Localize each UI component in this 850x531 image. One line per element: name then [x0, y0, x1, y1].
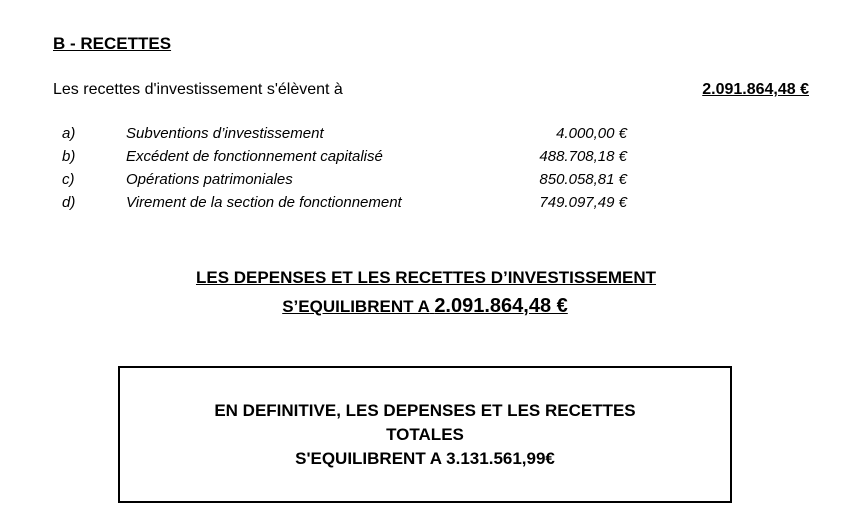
- balance-line-2-prefix: S’EQUILIBRENT A: [282, 297, 430, 316]
- grand-total-line-3: S'EQUILIBRENT A 3.131.561,99€: [295, 449, 555, 468]
- item-letter: c): [62, 171, 75, 188]
- grand-total-text: [120, 368, 730, 471]
- item-letter: a): [62, 125, 76, 142]
- balance-line-1: LES DEPENSES ET LES RECETTES D’INVESTISSEMENT: [195, 268, 657, 287]
- item-label: Virement de la section de fonctionnement: [126, 194, 402, 211]
- list-item: [62, 125, 627, 148]
- item-amount: 4.000,00 €: [556, 125, 627, 142]
- grand-total-box: [118, 366, 732, 503]
- item-letter: b): [62, 148, 76, 165]
- revenue-items-list: [62, 125, 627, 217]
- item-amount: 749.097,49 €: [539, 194, 627, 211]
- balance-amount: 2.091.864,48 €: [434, 295, 568, 317]
- item-label: Subventions d’investissement: [126, 125, 324, 142]
- item-label: Opérations patrimoniales: [126, 171, 293, 188]
- intro-total-amount: 2.091.864,48 €: [702, 81, 809, 98]
- item-letter: d): [62, 194, 76, 211]
- list-item: [62, 171, 627, 194]
- intro-text: Les recettes d'investissement s'élèvent à: [53, 81, 343, 98]
- grand-total-line-2: TOTALES: [386, 425, 464, 444]
- balance-line-2: [0, 292, 850, 322]
- item-amount: 488.708,18 €: [539, 148, 627, 165]
- section-title: B - RECETTES: [53, 34, 172, 53]
- list-item: [62, 148, 627, 171]
- balance-statement: [0, 263, 850, 322]
- item-label: Excédent de fonctionnement capitalisé: [126, 148, 383, 165]
- item-amount: 850.058,81 €: [539, 171, 627, 188]
- list-item: [62, 194, 627, 217]
- grand-total-line-1: EN DEFINITIVE, LES DEPENSES ET LES RECETTES: [214, 401, 636, 420]
